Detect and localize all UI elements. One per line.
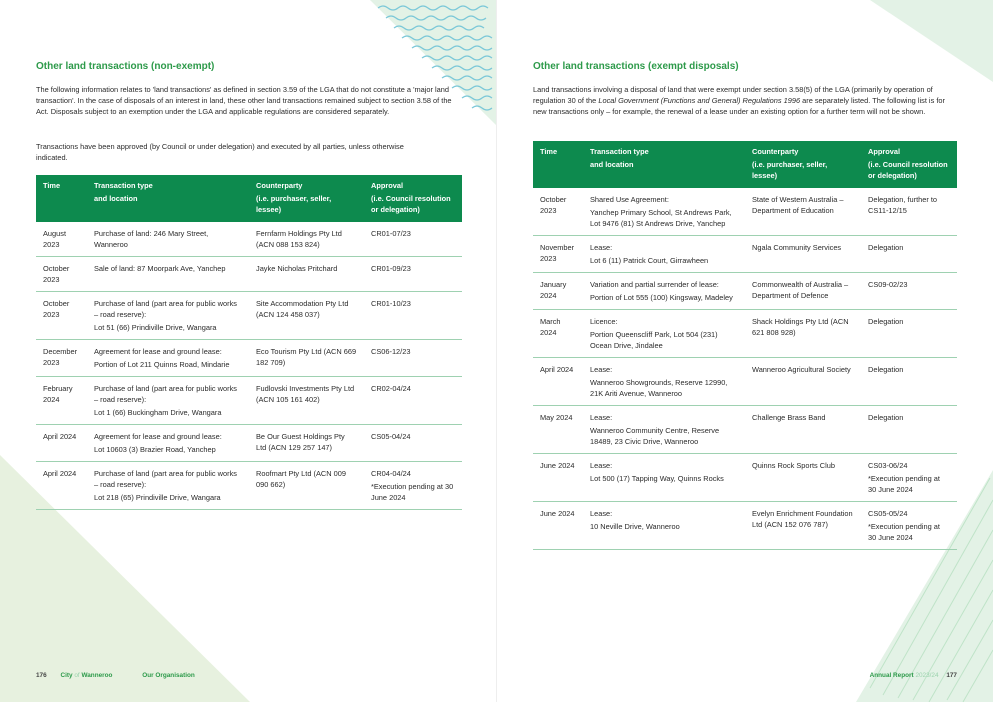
right-transactions-table	[533, 141, 957, 550]
cell-approval: CR01-09/23	[364, 257, 462, 292]
cell-location: Lot 10603 (3) Brazier Road, Yanchep	[94, 445, 216, 454]
cell-approval: CS05-05/24 *Execution pending at 30 June 2024	[861, 502, 957, 550]
left-footer	[36, 672, 195, 679]
left-note-paragraph: Transactions have been approved (by Council or under delegation) and executed by all parties, unless otherwise indicated.	[36, 142, 404, 163]
table-row	[533, 273, 957, 310]
cell-transaction: Purchase of land (part area for public works – road reserve): Lot 51 (66) Prindiville Drive, Wangara	[87, 292, 249, 340]
cell-time: April 2024	[36, 425, 87, 462]
cell-location: Lot 218 (65) Prindiville Drive, Wangara	[94, 493, 221, 502]
cell-transaction: Purchase of land (part area for public works – road reserve): Lot 218 (65) Prindiville Drive, Wangara	[87, 462, 249, 510]
left-heading: Other land transactions (non-exempt)	[36, 61, 215, 72]
cell-transaction: Shared Use Agreement: Yanchep Primary School, St Andrews Park, Lot 9476 (81) St Andrews Drive, Yanchep	[583, 188, 745, 236]
cell-location: Yanchep Primary School, St Andrews Park, Lot 9476 (81) St Andrews Drive, Yanchep	[590, 208, 732, 228]
cell-location: Portion of Lot 211 Quinns Road, Mindarie	[94, 360, 230, 369]
cell-approval: CR01-07/23	[364, 222, 462, 257]
cell-location: Wanneroo Showgrounds, Reserve 12990, 21K Ariti Avenue, Wanneroo	[590, 378, 728, 398]
cell-counterparty: Evelyn Enrichment Foundation Ltd (ACN 152 076 787)	[745, 502, 861, 550]
table-row	[36, 462, 462, 510]
cell-counterparty: Be Our Guest Holdings Pty Ltd (ACN 129 257 147)	[249, 425, 364, 462]
table-row	[36, 340, 462, 377]
right-page	[497, 0, 993, 702]
cell-time: June 2024	[533, 454, 583, 502]
cell-location: Portion Queenscliff Park, Lot 504 (231) Ocean Drive, Jindalee	[590, 330, 718, 350]
header-counterparty: Counterparty (i.e. purchaser, seller, lessee)	[745, 141, 861, 188]
cell-time: August 2023	[36, 222, 87, 257]
cell-location: Portion of Lot 555 (100) Kingsway, Madeley	[590, 293, 733, 302]
table-row	[36, 377, 462, 425]
cell-transaction: Lease: Lot 6 (11) Patrick Court, Girrawheen	[583, 236, 745, 273]
cell-time: January 2024	[533, 273, 583, 310]
cell-approval: Delegation	[861, 358, 957, 406]
cell-counterparty: Ngala Community Services	[745, 236, 861, 273]
table-row	[533, 406, 957, 454]
cell-time: October 2023	[533, 188, 583, 236]
table-row	[533, 358, 957, 406]
cell-counterparty: Challenge Brass Band	[745, 406, 861, 454]
cell-transaction: Agreement for lease and ground lease: Lot 10603 (3) Brazier Road, Yanchep	[87, 425, 249, 462]
cell-approval: CS06-12/23	[364, 340, 462, 377]
cell-transaction: Purchase of land: 246 Mary Street, Wanneroo	[87, 222, 249, 257]
cell-approval: Delegation	[861, 406, 957, 454]
cell-transaction: Lease: Wanneroo Community Centre, Reserve 18489, 23 Civic Drive, Wanneroo	[583, 406, 745, 454]
cell-counterparty: Fudlovski Investments Pty Ltd (ACN 105 161 402)	[249, 377, 364, 425]
section-name: Our Organisation	[142, 672, 195, 679]
cell-transaction: Purchase of land (part area for public works – road reserve): Lot 1 (66) Buckingham Drive, Wangara	[87, 377, 249, 425]
cell-approval: CR02-04/24	[364, 377, 462, 425]
execution-note: *Execution pending at 30 June 2024	[371, 482, 454, 502]
cell-time: October 2023	[36, 257, 87, 292]
cell-transaction: Lease: Wanneroo Showgrounds, Reserve 12990, 21K Ariti Avenue, Wanneroo	[583, 358, 745, 406]
header-approval: Approval (i.e. Council resolution or delegation)	[861, 141, 957, 188]
right-footer	[870, 672, 957, 679]
cell-location: Lot 51 (66) Prindiville Drive, Wangara	[94, 323, 217, 332]
cell-approval: Delegation, further to CS11-12/15	[861, 188, 957, 236]
left-page	[0, 0, 496, 702]
cell-time: February 2024	[36, 377, 87, 425]
cell-approval: CS09-02/23	[861, 273, 957, 310]
cell-counterparty: Site Accommodation Pty Ltd (ACN 124 458 037)	[249, 292, 364, 340]
left-intro-paragraph: The following information relates to 'land transactions' as defined in section 3.59 of the LGA that do not constitute a 'major land transaction'. In the case of disposals of an interest in land, these other land transactions remained subject to section 3.58 of the Act. Disposals subject to an exemption under the LGA and applicable regulations are considered separately.	[36, 85, 452, 117]
cell-time: April 2024	[533, 358, 583, 406]
cell-location: 10 Neville Drive, Wanneroo	[590, 522, 680, 531]
right-heading: Other land transactions (exempt disposals)	[533, 61, 739, 72]
cell-time: April 2024	[36, 462, 87, 510]
cell-approval: CR01-10/23	[364, 292, 462, 340]
header-transaction-type: Transaction type and location	[87, 175, 249, 222]
header-time: Time	[533, 141, 583, 188]
table-row	[533, 236, 957, 273]
cell-time: December 2023	[36, 340, 87, 377]
table-row	[533, 502, 957, 550]
cell-transaction: Lease: Lot 500 (17) Tapping Way, Quinns Rocks	[583, 454, 745, 502]
cell-transaction: Variation and partial surrender of lease: Portion of Lot 555 (100) Kingsway, Madeley	[583, 273, 745, 310]
cell-approval: CS05-04/24	[364, 425, 462, 462]
cell-transaction: Licence: Portion Queenscliff Park, Lot 504 (231) Ocean Drive, Jindalee	[583, 310, 745, 358]
page-number: 176	[36, 672, 47, 679]
table-row	[533, 454, 957, 502]
cell-transaction: Lease: 10 Neville Drive, Wanneroo	[583, 502, 745, 550]
table-header-row	[36, 175, 462, 222]
cell-approval: Delegation	[861, 236, 957, 273]
table-row	[36, 257, 462, 292]
cell-location: Lot 500 (17) Tapping Way, Quinns Rocks	[590, 474, 724, 483]
cell-time: June 2024	[533, 502, 583, 550]
cell-location: Lot 1 (66) Buckingham Drive, Wangara	[94, 408, 222, 417]
cell-location: Lot 6 (11) Patrick Court, Girrawheen	[590, 256, 709, 265]
table-row	[36, 292, 462, 340]
cell-counterparty: Shack Holdings Pty Ltd (ACN 621 808 928)	[745, 310, 861, 358]
cell-counterparty: Eco Tourism Pty Ltd (ACN 669 182 709)	[249, 340, 364, 377]
cell-counterparty: Roofmart Pty Ltd (ACN 009 090 662)	[249, 462, 364, 510]
table-header-row	[533, 141, 957, 188]
header-counterparty: Counterparty (i.e. purchaser, seller, lessee)	[249, 175, 364, 222]
cell-time: March 2024	[533, 310, 583, 358]
cell-counterparty: Quinns Rock Sports Club	[745, 454, 861, 502]
cell-counterparty: Fernfarm Holdings Pty Ltd (ACN 088 153 824)	[249, 222, 364, 257]
left-transactions-table	[36, 175, 462, 510]
header-time: Time	[36, 175, 87, 222]
execution-note: *Execution pending at 30 June 2024	[868, 522, 940, 542]
page-number: 177	[946, 672, 957, 679]
cell-transaction: Sale of land: 87 Moorpark Ave, Yanchep	[87, 257, 249, 292]
cell-time: October 2023	[36, 292, 87, 340]
cell-time: May 2024	[533, 406, 583, 454]
cell-approval: CS03-06/24 *Execution pending at 30 June 2024	[861, 454, 957, 502]
execution-note: *Execution pending at 30 June 2024	[868, 474, 940, 494]
cell-counterparty: State of Western Australia – Department of Education	[745, 188, 861, 236]
table-row	[36, 425, 462, 462]
cell-approval: Delegation	[861, 310, 957, 358]
cell-approval: CR04-04/24 *Execution pending at 30 June 2024	[364, 462, 462, 510]
report-title: Annual Report 2023/24	[869, 672, 939, 679]
table-row	[533, 310, 957, 358]
cell-counterparty: Wanneroo Agricultural Society	[745, 358, 861, 406]
org-name: City of Wanneroo	[60, 672, 113, 679]
cell-location: Wanneroo Community Centre, Reserve 18489, 23 Civic Drive, Wanneroo	[590, 426, 720, 446]
cell-time: November 2023	[533, 236, 583, 273]
cell-counterparty: Commonwealth of Australia – Department of Defence	[745, 273, 861, 310]
table-row	[36, 222, 462, 257]
cell-transaction: Agreement for lease and ground lease: Portion of Lot 211 Quinns Road, Mindarie	[87, 340, 249, 377]
table-row	[533, 188, 957, 236]
right-intro-paragraph: Land transactions involving a disposal of land that were exempt under section 3.58(5) of the LGA (primarily by operation of regulation 30 of the Local Government (Functions and General) Regulations 1996 are separately listed. The following list is for new transactions only – for example, the renewal of a lease under an existing option for a further term will not be shown.	[533, 85, 945, 117]
header-transaction-type: Transaction type and location	[583, 141, 745, 188]
cell-counterparty: Jayke Nicholas Pritchard	[249, 257, 364, 292]
header-approval: Approval (i.e. Council resolution or delegation)	[364, 175, 462, 222]
